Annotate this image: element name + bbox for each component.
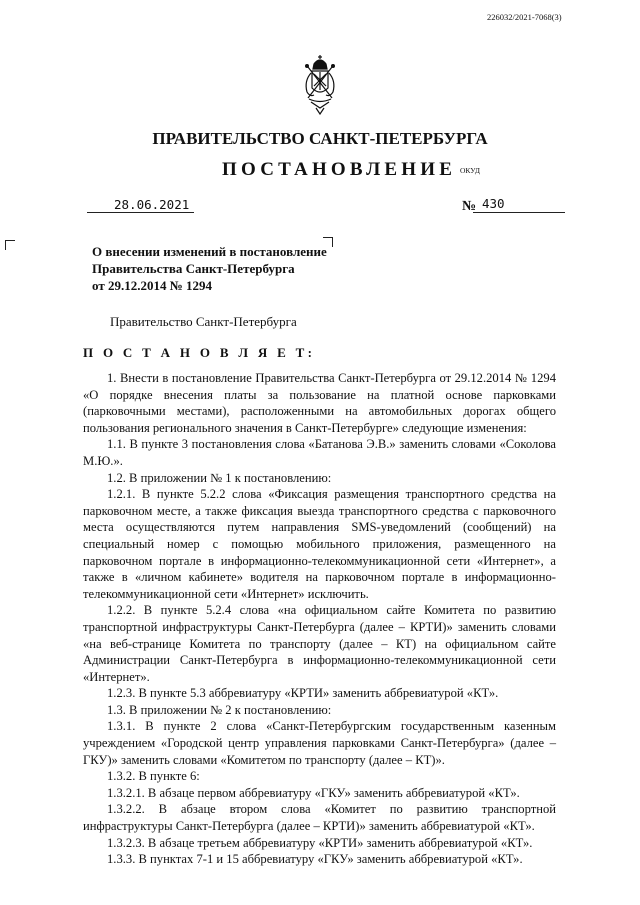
document-type-title: ПОСТАНОВЛЕНИЕ [222,159,457,180]
paragraph: 1.1. В пункте 3 постановления слова «Батанова Э.В.» заменить словами «Соколова М.Ю.». [83,437,556,468]
paragraph: 1.3.2.2. В абзаце втором слова «Комитет по развитию транспортной инфраструктуры Санкт-Петербурга (далее – КРТИ)» заменить аббревиатурой «КТ». [83,802,556,834]
subject-bracket-left [5,240,15,250]
paragraph: 1.2.3. В пункте 5.3 аббревиатуру «КРТИ» заменить аббревиатурой «КТ». [107,686,499,701]
number-sign: № [462,199,477,214]
resolves-heading: П О С Т А Н О В Л Я Е Т: [83,345,316,360]
paragraph: 1.3.3. В пунктах 7-1 и 15 аббревиатуру «ГКУ» заменить аббревиатурой «КТ». [107,852,523,867]
paragraph: 1.3.1. В пункте 2 слова «Санкт-Петербургским государственным казенным учреждением «Городской центр управления парковками Санкт-Петербурга» (далее –ГКУ)» заменить словами «Комитетом по транспорту (далее – КТ)». [83,719,556,767]
okud-label: ОКУД [460,166,480,175]
document-date: 28.06.2021 [114,197,190,212]
paragraph: 1.2.1. В пункте 5.2.2 слова «Фиксация размещения транспортного средства на парковочном месте, а также фиксация выезда транспортного средства с парковочного места осуществляются путем направления SMS-уведомлений (сообщений) на специальный номер с помощью мобильного приложения, размещенного на парковочном портале в информационно-телекоммуникационной сети «Интернет», а также в «личном кабинете» водителя на парковочном портале в информационно-телекоммуникационной сети «Интернет» исключить. [83,487,556,601]
registration-number: 226032/2021-7068(3) [487,12,562,22]
paragraph: 1. Внести в постановление Правительства Санкт-Петербурга от 29.12.2014 № 1294 «О порядке внесения платы за пользование на платной основе парковками (парковочными местами), расположенными на автомобильных дорогах общего пользования регионального значения в Санкт-Петербурге» следующие изменения: [83,371,556,435]
document-subject [92,243,327,294]
paragraph: 1.3.2. В пункте 6: [107,769,200,784]
intro-text: Правительство Санкт-Петербурга [110,314,297,329]
number-underline [473,212,565,213]
date-underline [87,212,194,213]
paragraph: 1.3.2.1. В абзаце первом аббревиатуру «ГКУ» заменить аббревиатурой «КТ». [107,785,520,800]
subject-line: от 29.12.2014 № 1294 [92,278,213,293]
coat-of-arms-emblem [301,55,339,115]
paragraph: 1.3.2.3. В абзаце третьем аббревиатуру «КРТИ» заменить аббревиатурой «КТ». [107,835,533,850]
subject-line: Правительства Санкт-Петербурга [92,261,295,276]
document-number: 430 [482,196,505,211]
subject-line: О внесении изменений в постановление [92,244,327,259]
paragraph: 1.2.2. В пункте 5.2.4 слова «на официальном сайте Комитета по развитию транспортной инфраструктуры Санкт-Петербурга (далее – КРТИ)» заменить словами «на веб-странице Комитета по транспорту (далее – КТ) на официальном сайте Администрации Санкт-Петербурга в информационно-телекоммуникационной сети «Интернет». [83,603,556,684]
paragraph: 1.2. В приложении № 1 к постановлению: [107,470,332,485]
government-title: ПРАВИТЕЛЬСТВО САНКТ-ПЕТЕРБУРГА [152,129,488,148]
paragraph: 1.3. В приложении № 2 к постановлению: [107,702,332,717]
document-body [83,370,556,868]
